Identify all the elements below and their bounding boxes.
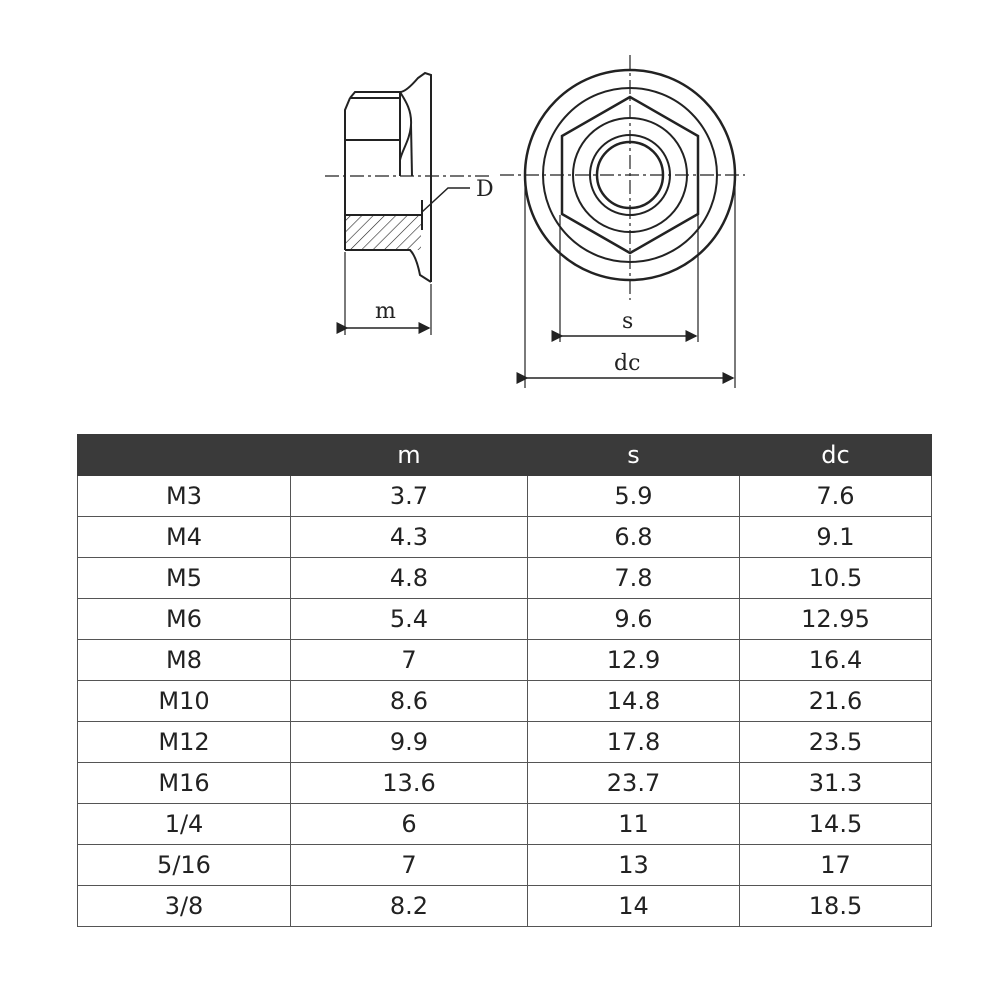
table-row bbox=[78, 763, 932, 804]
cell-size: M6 bbox=[78, 599, 291, 640]
cell-m: 9.9 bbox=[291, 722, 528, 763]
cell-m: 6 bbox=[291, 804, 528, 845]
header-size bbox=[78, 435, 291, 476]
cell-dc: 18.5 bbox=[740, 886, 932, 927]
side-view bbox=[325, 73, 490, 335]
cell-dc: 9.1 bbox=[740, 517, 932, 558]
cell-m: 3.7 bbox=[291, 476, 528, 517]
D-leader bbox=[422, 188, 470, 212]
cell-dc: 14.5 bbox=[740, 804, 932, 845]
cell-s: 14 bbox=[528, 886, 740, 927]
cell-dc: 31.3 bbox=[740, 763, 932, 804]
cell-dc: 16.4 bbox=[740, 640, 932, 681]
cell-m: 8.6 bbox=[291, 681, 528, 722]
table-row bbox=[78, 476, 932, 517]
front-view bbox=[500, 55, 745, 388]
cell-dc: 23.5 bbox=[740, 722, 932, 763]
cell-size: 3/8 bbox=[78, 886, 291, 927]
cell-m: 4.3 bbox=[291, 517, 528, 558]
cell-s: 23.7 bbox=[528, 763, 740, 804]
cell-m: 7 bbox=[291, 640, 528, 681]
table-row bbox=[78, 886, 932, 927]
table-row bbox=[78, 558, 932, 599]
flange-outline bbox=[400, 73, 431, 176]
cell-size: M8 bbox=[78, 640, 291, 681]
label-s: s bbox=[622, 309, 634, 334]
cell-s: 12.9 bbox=[528, 640, 740, 681]
label-dc: dc bbox=[614, 351, 641, 376]
cell-s: 9.6 bbox=[528, 599, 740, 640]
cell-s: 17.8 bbox=[528, 722, 740, 763]
table-row bbox=[78, 722, 932, 763]
label-m: m bbox=[375, 299, 396, 324]
header-dc: dc bbox=[740, 435, 932, 476]
cell-m: 7 bbox=[291, 845, 528, 886]
cell-dc: 7.6 bbox=[740, 476, 932, 517]
cell-s: 5.9 bbox=[528, 476, 740, 517]
cell-m: 5.4 bbox=[291, 599, 528, 640]
flange-nut-drawing bbox=[0, 0, 1000, 420]
cell-size: M12 bbox=[78, 722, 291, 763]
cell-size: M5 bbox=[78, 558, 291, 599]
cell-m: 13.6 bbox=[291, 763, 528, 804]
table-row bbox=[78, 845, 932, 886]
section-hatch bbox=[346, 216, 421, 250]
cell-dc: 21.6 bbox=[740, 681, 932, 722]
cell-size: 5/16 bbox=[78, 845, 291, 886]
cell-dc: 12.95 bbox=[740, 599, 932, 640]
cell-s: 6.8 bbox=[528, 517, 740, 558]
cell-s: 11 bbox=[528, 804, 740, 845]
cell-size: M10 bbox=[78, 681, 291, 722]
cell-size: M16 bbox=[78, 763, 291, 804]
cell-s: 14.8 bbox=[528, 681, 740, 722]
table-row bbox=[78, 517, 932, 558]
cell-s: 13 bbox=[528, 845, 740, 886]
cell-size: M4 bbox=[78, 517, 291, 558]
header-s: s bbox=[528, 435, 740, 476]
table-row bbox=[78, 681, 932, 722]
label-D: D bbox=[476, 177, 494, 202]
table-row bbox=[78, 599, 932, 640]
table-row bbox=[78, 804, 932, 845]
cell-dc: 10.5 bbox=[740, 558, 932, 599]
cell-m: 8.2 bbox=[291, 886, 528, 927]
cell-m: 4.8 bbox=[291, 558, 528, 599]
table-row bbox=[78, 640, 932, 681]
cell-size: M3 bbox=[78, 476, 291, 517]
table-header-row bbox=[78, 435, 932, 476]
hex-body-outline bbox=[345, 92, 400, 176]
cell-dc: 17 bbox=[740, 845, 932, 886]
header-m: m bbox=[291, 435, 528, 476]
cell-size: 1/4 bbox=[78, 804, 291, 845]
cell-s: 7.8 bbox=[528, 558, 740, 599]
dimension-table bbox=[77, 434, 932, 927]
